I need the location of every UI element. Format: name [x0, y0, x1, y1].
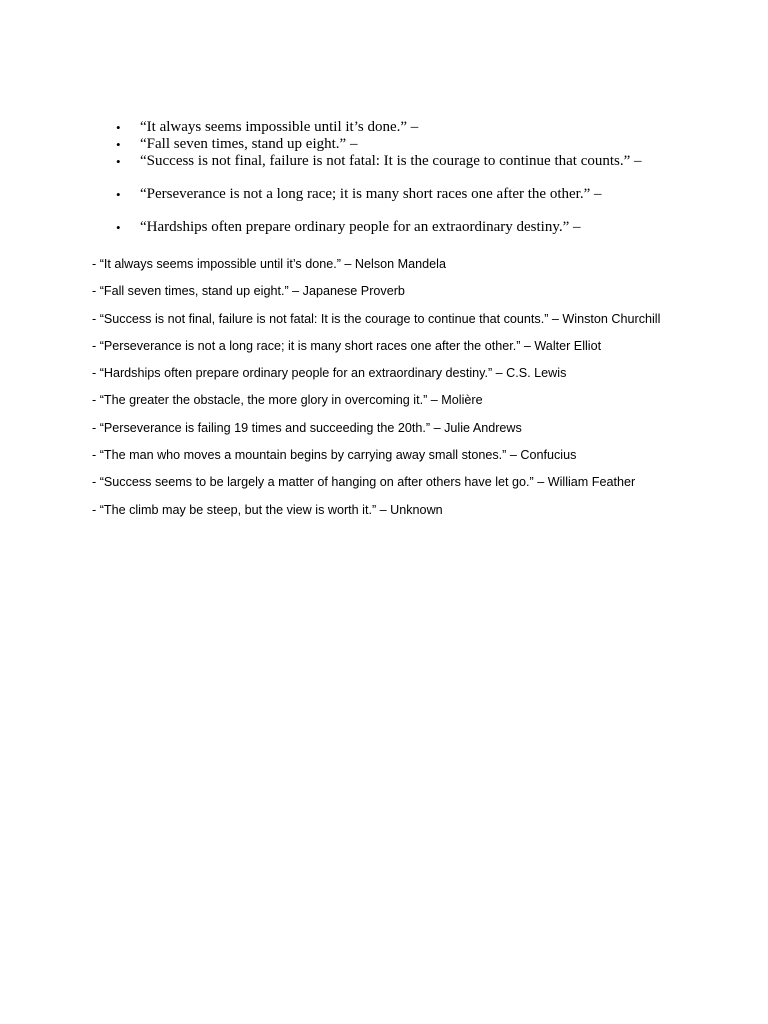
bullet-marker: •	[116, 120, 121, 135]
quote-line: - “It always seems impossible until it’s done.” – Nelson Mandela	[92, 257, 446, 271]
bullet-item	[0, 186, 768, 203]
quote-line: - “Hardships often prepare ordinary people for an extraordinary destiny.” – C.S. Lewis	[92, 366, 567, 381]
bullet-text: “Hardships often prepare ordinary people for an extraordinary destiny.” –	[140, 219, 581, 235]
bulleted-quote-list	[0, 119, 768, 236]
bullet-marker: •	[116, 220, 121, 235]
bullet-text: “Success is not final, failure is not fatal: It is the courage to continue that counts.” –	[140, 153, 642, 169]
bullet-text: “It always seems impossible until it’s done.” –	[140, 119, 419, 135]
quote-line: - “Perseverance is failing 19 times and succeeding the 20th.” – Julie Andrews	[92, 420, 522, 435]
bullet-text: “Fall seven times, stand up eight.” –	[140, 136, 358, 152]
quote-line: - “Success is not final, failure is not fatal: It is the courage to continue that counts.” – Winston Churchill	[92, 311, 661, 326]
bullet-text: “Perseverance is not a long race; it is many short races one after the other.” –	[140, 186, 602, 202]
quote-line: - “The man who moves a mountain begins by carrying away small stones.” – Confucius	[92, 448, 577, 463]
bullet-marker: •	[116, 137, 121, 152]
bullet-item	[0, 136, 768, 153]
quote-line: - “Fall seven times, stand up eight.” – Japanese Proverb	[92, 284, 405, 299]
quote-line: - “The climb may be steep, but the view is worth it.” – Unknown	[92, 502, 443, 517]
attributed-quote-list	[92, 255, 672, 528]
bullet-marker: •	[116, 154, 121, 169]
quote-line: - “Success seems to be largely a matter of hanging on after others have let go.” – William Feather	[92, 475, 636, 490]
bullet-item	[0, 219, 768, 236]
quote-line: - “Perseverance is not a long race; it is many short races one after the other.” – Walter Elliot	[92, 338, 602, 353]
bullet-marker: •	[116, 187, 121, 202]
bullet-item	[0, 153, 768, 170]
quote-line: - “The greater the obstacle, the more glory in overcoming it.” – Molière	[92, 393, 483, 408]
bullet-item	[0, 119, 768, 136]
